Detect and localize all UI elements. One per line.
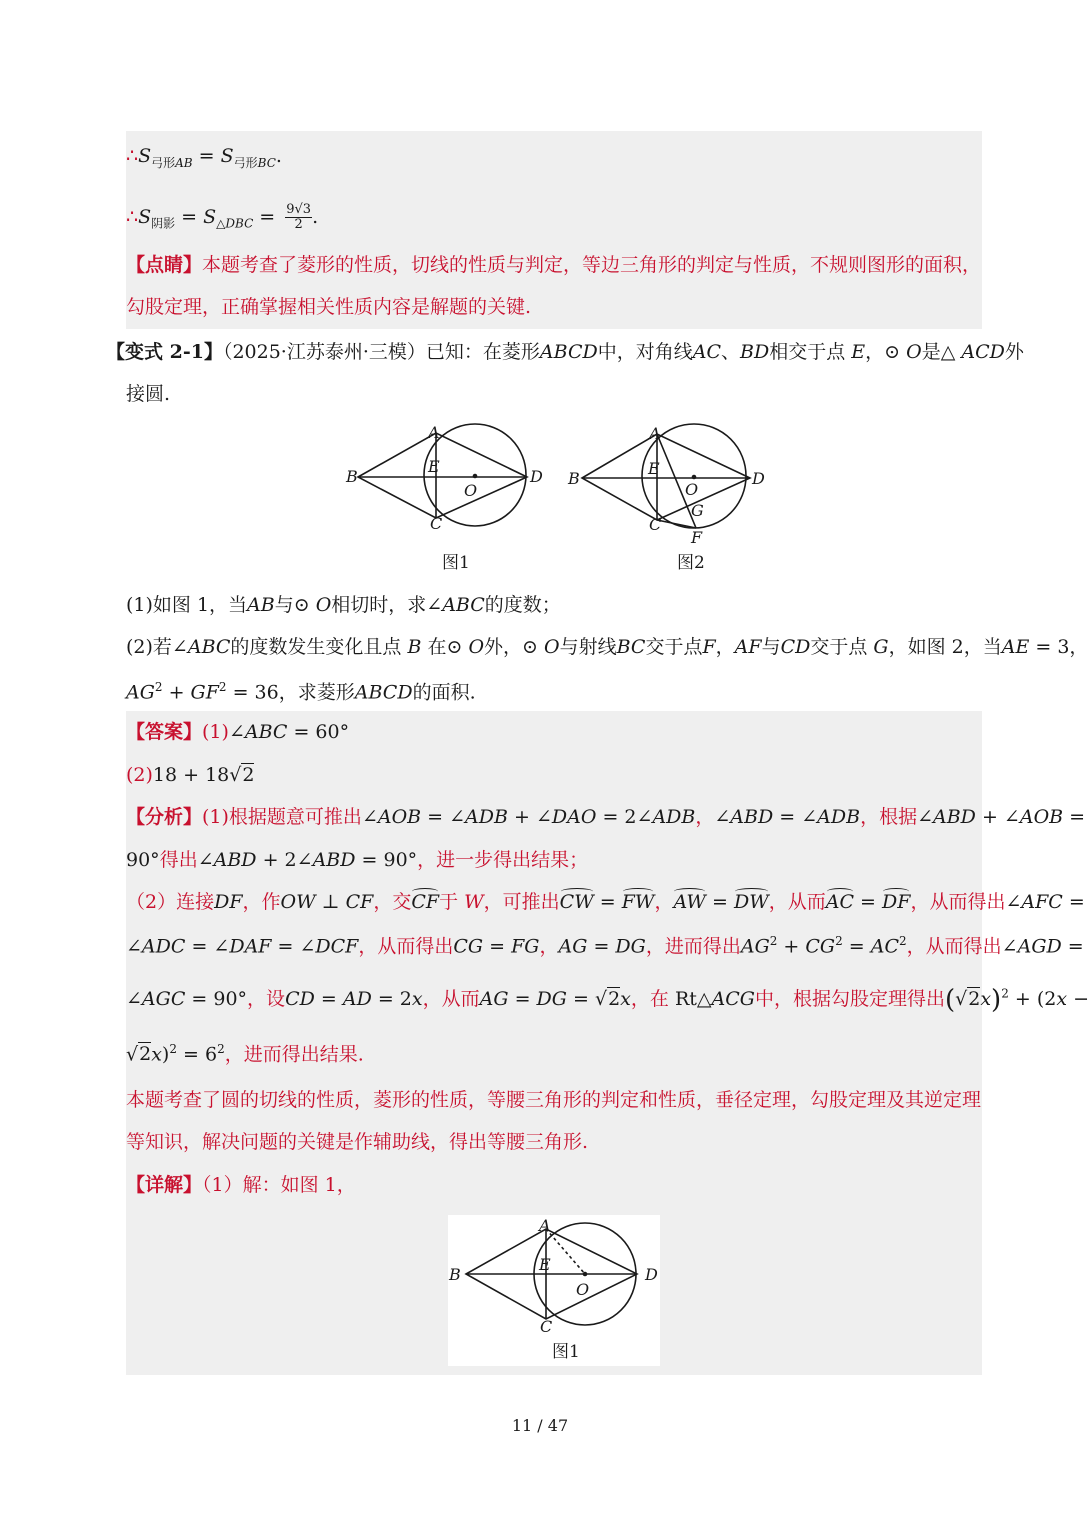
figure-2 <box>582 424 750 528</box>
answer-line-2: (2)18 + 18√2 <box>126 764 255 786</box>
comment-tag: 【点睛】 <box>126 254 203 276</box>
detail-text: （1）解：如图 1， <box>202 1174 356 1196</box>
problem-stem-2: 接圆. <box>126 383 171 405</box>
fig2-label-d: D <box>752 469 765 488</box>
answer-2-label: (2) <box>126 764 153 786</box>
analysis-line-5: ∠AGC = 90°，设CD = AD = 2x，从而AG = DG = √2x，在 Rt△ACG中，根据勾股定理得出$(√2x)^2 + (2x$ − <box>126 985 1089 1015</box>
fig1-label-d: D <box>530 467 543 486</box>
fig2-label-f: F <box>691 528 703 547</box>
fig1-caption: 图1 <box>442 553 470 573</box>
fig1-label-o: O <box>464 481 478 500</box>
summary-line-1 <box>126 1091 981 1110</box>
analysis-tag: 【分析】 <box>126 806 203 828</box>
fig3-caption: 图1 <box>552 1342 580 1362</box>
problem-line-1: 【变式 2-1】（2025·江苏泰州·三模）已知：在菱形ABCD中，对角线AC、BD相交于点 E，⊙ O是△ ACD外 <box>106 341 1024 363</box>
answer-line-1: 【答案】(1)∠ABC = 60° <box>126 721 350 743</box>
analysis-line-4: ∠ADC = ∠DAF = ∠DCF，从而得出CG = FG，AG = DG，进而得出$AG^2 + CG^2 = AC^2$，从而得出∠AGD = <box>126 934 1084 958</box>
comment-line-1 <box>126 256 981 275</box>
fig3-label-c: C <box>540 1317 553 1336</box>
answer-tag: 【答案】 <box>126 721 203 743</box>
fig1-label-b: B <box>346 467 358 486</box>
proof-line-1: $\therefore S_{弓形AB} = S_{弓形BC}$. <box>126 145 282 170</box>
detail-line <box>126 1176 356 1195</box>
fraction: $\frac{9√3}{2}$ <box>286 202 312 233</box>
comment-line-2 <box>126 298 531 317</box>
analysis-line-3: （2）连接DF，作OW ⊥ CF，交CF于 W，可推出CW = FW，AW = DW，从而AC = DF，从而得出∠AFC = <box>126 891 1085 913</box>
fig3-label-b: B <box>449 1265 461 1284</box>
summary-text-1: 本题考查了圆的切线的性质，菱形的性质，等腰三角形的判定和性质，垂径定理，勾股定理及其逆定理 <box>126 1089 982 1111</box>
analysis-line-6: $√2x)^2 = 6^2$，进而得出结果. <box>126 1042 364 1066</box>
analysis-line-1: 【分析】(1)根据题意可推出∠AOB = ∠ADB + ∠DAO = 2∠ADB，∠ABD = ∠ADB，根据∠ABD + ∠AOB = <box>126 806 1086 828</box>
detail-tag: 【详解】 <box>126 1174 203 1196</box>
page-number: 11 / 47 <box>511 1416 569 1435</box>
problem-line-2 <box>126 385 170 404</box>
fig2-label-g: G <box>691 501 704 520</box>
summary-text-2: 等知识，解决问题的关键是作辅助线，得出等腰三角形. <box>126 1131 589 1153</box>
fig3-center-dot <box>583 1272 588 1277</box>
question-2b: $AG^2 + GF^2 = 36$，求菱形ABCD的面积. <box>126 680 476 704</box>
answer-1-label: (1) <box>202 721 229 743</box>
therefore-symbol: ∴ <box>126 145 139 167</box>
question-1: (1)如图 1，当AB与⊙ O相切时，求∠ABC的度数； <box>126 594 561 616</box>
fig2-label-a: A <box>649 424 661 443</box>
comment-text-2: 勾股定理，正确掌握相关性质内容是解题的关键. <box>126 296 532 318</box>
comment-text-1: 本题考查了菱形的性质，切线的性质与判定，等边三角形的判定与性质，不规则图形的面积， <box>202 254 982 276</box>
summary-line-2 <box>126 1133 588 1152</box>
fig3-label-o: O <box>576 1280 590 1299</box>
proof-line-2: $\therefore S_{阴影} = S_{\triangle DBC}$ = $\frac{9√3}{2}$ . <box>126 202 319 233</box>
problem-tag: 【变式 2-1】 <box>106 341 223 363</box>
fig2-label-c: C <box>649 515 662 534</box>
question-2a: (2)若∠ABC的度数发生变化且点 B 在⊙ O外，⊙ O与射线BC交于点F，AF与CD交于点 G，如图 2，当AE = 3， <box>126 636 1089 658</box>
fig2-label-b: B <box>568 469 580 488</box>
problem-source: （2025·江苏泰州·三模） <box>222 341 426 363</box>
fig2-label-e: E <box>648 459 660 478</box>
fig1-center-dot <box>473 474 478 479</box>
fig1-label-c: C <box>430 514 443 533</box>
figure-3 <box>448 1215 660 1366</box>
fig1-label-e: E <box>428 457 440 476</box>
fig3-label-e: E <box>539 1255 551 1274</box>
fig3-label-d: D <box>645 1265 658 1284</box>
fig2-center-dot <box>692 475 697 480</box>
analysis-line-2: 90°得出∠ABD + 2∠ABD = 90°，进一步得出结果； <box>126 849 589 871</box>
figure-1 <box>358 424 527 526</box>
fig1-label-a: A <box>428 423 440 442</box>
fig2-label-o: O <box>685 480 699 499</box>
figures-1-2 <box>340 420 770 580</box>
fig2-caption: 图2 <box>677 553 705 573</box>
fig3-label-a: A <box>539 1216 551 1235</box>
